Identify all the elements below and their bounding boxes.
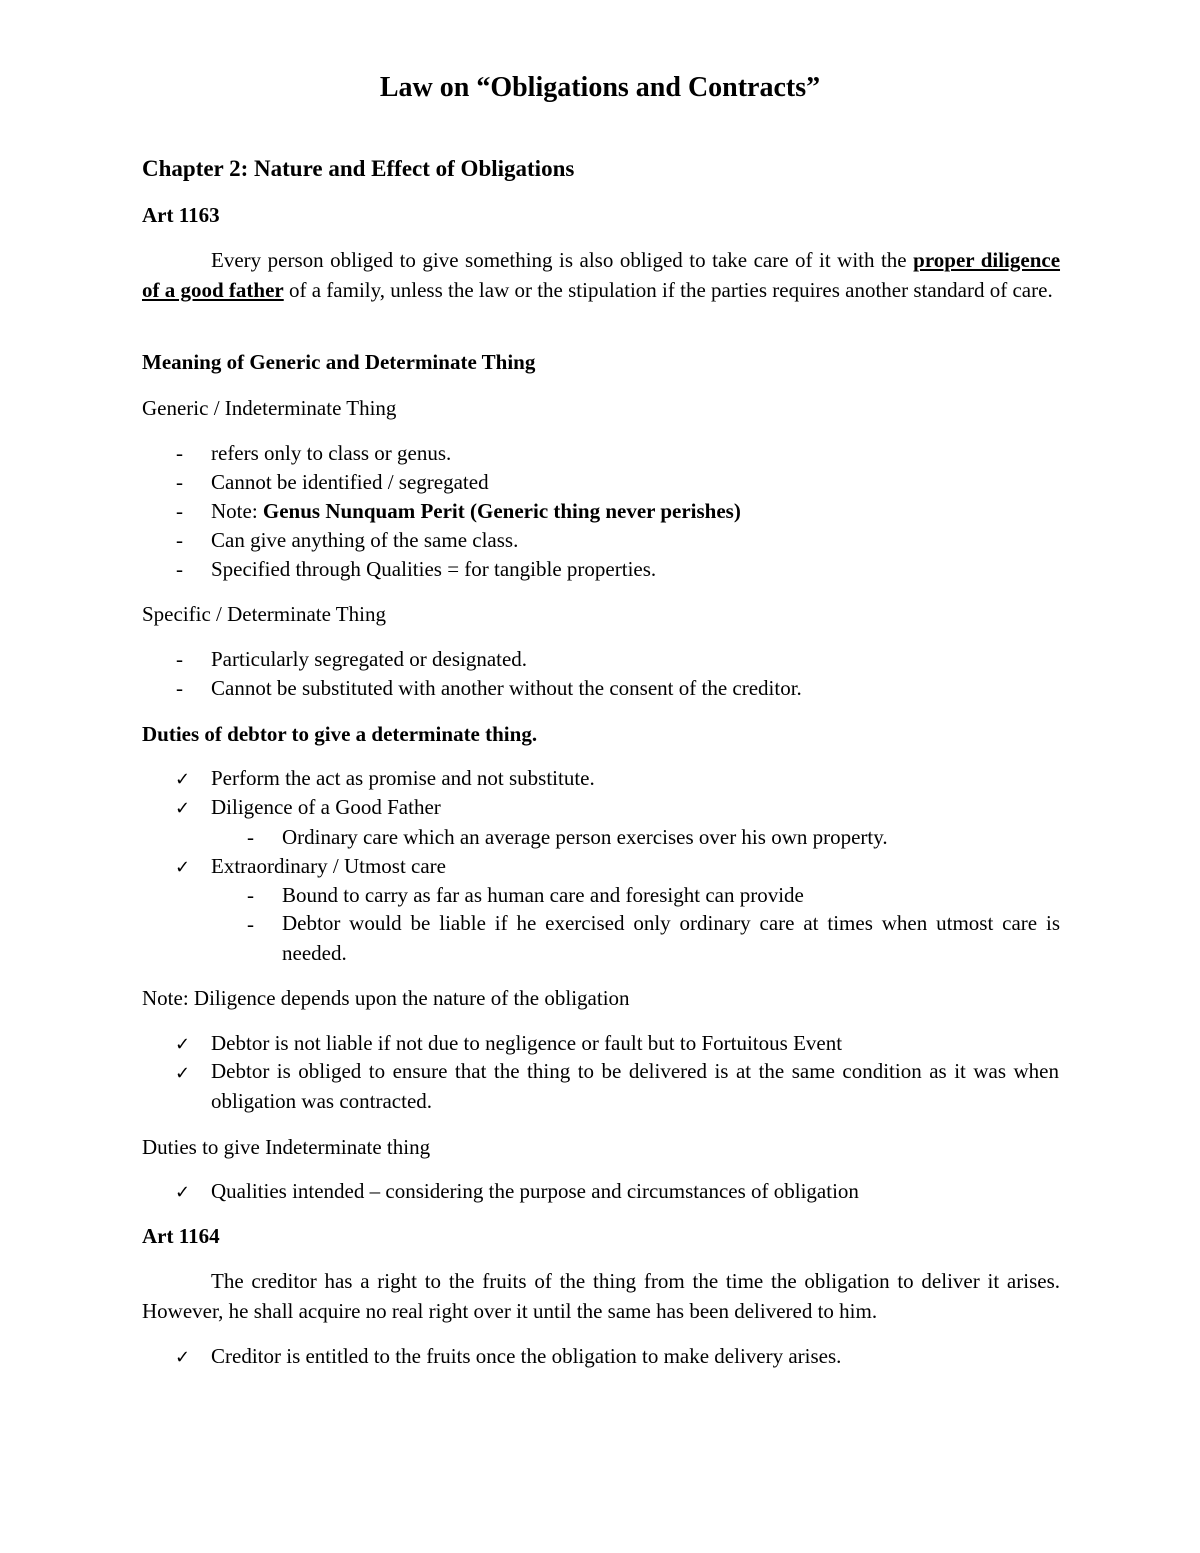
dash-bullet: -	[176, 528, 183, 552]
art-1163-text-end: of a family, unless the law or the stipulation if the parties requires another standard of care.	[288, 278, 1053, 302]
checkmark-icon: ✓	[175, 1034, 191, 1055]
list-item: Cannot be identified / segregated	[211, 470, 489, 494]
list-item: Can give anything of the same class.	[211, 528, 519, 552]
page-title: Law on “Obligations and Contracts”	[379, 72, 821, 103]
check-item: Debtor is not liable if not due to negligence or fault but to Fortuitous Event	[211, 1031, 843, 1055]
dash-bullet: -	[176, 676, 183, 700]
art-1163-paragraph	[142, 245, 1060, 305]
checkmark-icon: ✓	[175, 1347, 191, 1368]
checkmark-icon: ✓	[175, 798, 191, 819]
dash-bullet: -	[176, 647, 183, 671]
checkmark-icon: ✓	[175, 769, 191, 790]
check-item: Qualities intended – considering the purpose and circumstances of obligation	[211, 1179, 859, 1203]
duties-determinate-heading: Duties of debtor to give a determinate thing.	[142, 722, 538, 746]
dash-bullet: -	[176, 557, 183, 581]
dash-bullet: -	[176, 441, 183, 465]
dash-bullet: -	[176, 499, 183, 523]
dash-bullet: -	[247, 912, 254, 936]
check-item: Extraordinary / Utmost care	[211, 854, 446, 878]
check-item: Creditor is entitled to the fruits once the obligation to make delivery arises.	[211, 1344, 842, 1368]
duties-indeterminate-label: Duties to give Indeterminate thing	[142, 1135, 431, 1159]
list-item: Specified through Qualities = for tangible properties.	[211, 557, 657, 581]
chapter-heading: Chapter 2: Nature and Effect of Obligations	[142, 156, 575, 181]
dash-bullet: -	[247, 825, 254, 849]
list-item: refers only to class or genus.	[211, 441, 452, 465]
list-item-note	[211, 499, 741, 524]
art-1163-text-start: Every person obliged to give something is also obliged to take care of it with the	[211, 248, 907, 272]
note-diligence: Note: Diligence depends upon the nature of the obligation	[142, 986, 630, 1010]
specific-thing-label: Specific / Determinate Thing	[142, 602, 386, 626]
art-1164-heading: Art 1164	[142, 1224, 220, 1248]
art-1163-heading: Art 1163	[142, 203, 220, 227]
dash-bullet: -	[176, 470, 183, 494]
check-item: Perform the act as promise and not substitute.	[211, 766, 595, 790]
sub-item: Bound to carry as far as human care and foresight can provide	[282, 883, 804, 907]
sub-item: Ordinary care which an average person exercises over his own property.	[282, 825, 888, 849]
meaning-heading: Meaning of Generic and Determinate Thing	[142, 350, 536, 374]
proper-diligence-emphasis: proper diligence of a good father	[142, 248, 1061, 302]
note-label: Note:	[211, 499, 258, 523]
genus-nunquam-perit: Genus Nunquam Perit (Generic thing never perishes)	[262, 499, 741, 523]
checkmark-icon: ✓	[175, 857, 191, 878]
checkmark-icon: ✓	[175, 1063, 191, 1084]
list-item: Cannot be substituted with another without the consent of the creditor.	[211, 676, 802, 700]
check-item: Diligence of a Good Father	[211, 795, 441, 819]
sub-item: Debtor would be liable if he exercised only ordinary care at times when utmost care is needed.	[282, 911, 1060, 965]
list-item: Particularly segregated or designated.	[211, 647, 528, 671]
check-item: Debtor is obliged to ensure that the thing to be delivered is at the same condition as it was when obligation was contracted.	[211, 1059, 1059, 1113]
art-1164-paragraph	[142, 1266, 1060, 1326]
dash-bullet: -	[247, 883, 254, 907]
checkmark-icon: ✓	[175, 1182, 191, 1203]
generic-thing-label: Generic / Indeterminate Thing	[142, 396, 397, 420]
art-1164-text: The creditor has a right to the fruits of the thing from the time the obligation to deliver it arises. However, he shall acquire no real right over it until the same has been delivered to him.	[142, 1269, 1060, 1323]
